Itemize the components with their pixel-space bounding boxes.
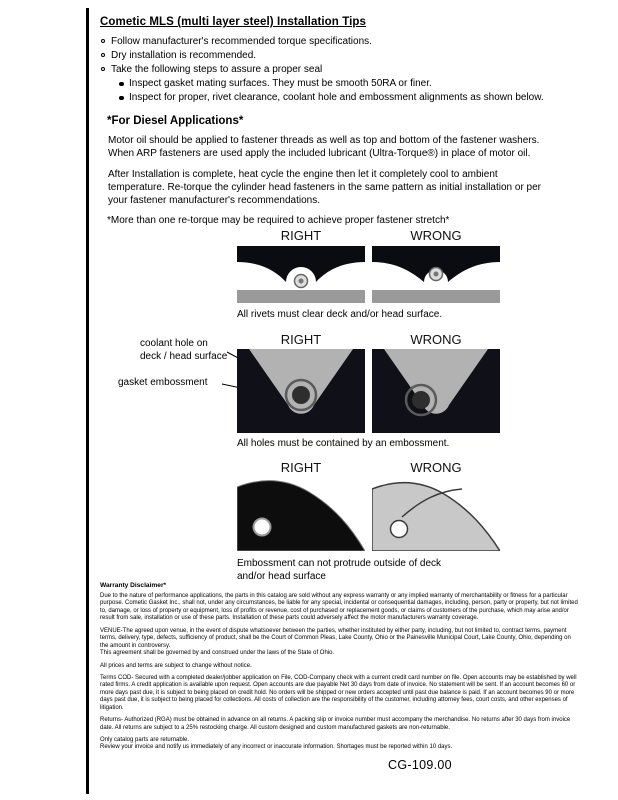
embossment-protrusion-wrong-drawing <box>372 477 500 551</box>
right-column-header: RIGHT <box>280 460 322 475</box>
list-item <box>100 63 570 76</box>
embossment-containment-right-drawing <box>237 349 365 433</box>
embossment-containment-wrong-diagram <box>372 349 500 433</box>
open-bullet-icon <box>101 67 105 71</box>
embossment-containment-right-diagram <box>237 349 365 433</box>
disclaimer-paragraph: VENUE-The agreed upon venue, in the event of dispute whatsoever between the parties, whether instituted by either party, including, but not limited to, contract terms, payment terms, delivery, type, defects, sufficiency of product, shall be the Court of Common Pleas, Lake County, Ohio or the Painesville Municipal Court, Lake County, Ohio, depending on the amount in controversy. <box>100 627 571 649</box>
coolant-hole-label-line2: deck / head surface <box>140 350 228 362</box>
wrong-column-header: WRONG <box>410 460 462 475</box>
embossment-containment-wrong-drawing <box>372 349 500 433</box>
sub-list-item <box>119 91 570 104</box>
list-item-text: Follow manufacturer's recommended torque specifications. <box>111 36 372 47</box>
disclaimer-paragraph: Only catalog parts are returnable. <box>100 737 190 743</box>
installation-tips-section <box>100 16 570 226</box>
wrong-column-header: WRONG <box>410 332 462 347</box>
diesel-applications-heading: *For Diesel Applications* <box>107 115 244 127</box>
embossment-protrusion-wrong-diagram <box>372 477 500 551</box>
diagram-section <box>0 228 618 588</box>
disclaimer-paragraph: Review your invoice and notify us immediately of any incorrect or inaccurate information. Shortages must be reported within 10 days. <box>100 744 453 751</box>
rivet-clearance-wrong-diagram <box>372 246 500 303</box>
diesel-paragraph: Motor oil should be applied to fastener threads as well as top and bottom of the fastener washers. When ARP fasteners are used apply the included lubricant (Ultra-Torque®) in place of motor oil. <box>108 135 540 159</box>
page-code: CG-109.00 <box>388 758 452 772</box>
embossment-protrusion-caption-line1: Embossment can not protrude outside of deck <box>237 558 442 569</box>
filled-bullet-icon <box>119 96 124 101</box>
disclaimer-paragraph: Returns- Authorized (RGA) must be obtained in advance on all returns. A packing slip or invoice number must accompany the merchandise. No returns after 30 days from invoice date. All returns are subject to a 25% restocking charge. All custom designed and custom manufactured gaskets are non-returnable. <box>100 717 571 731</box>
retorque-note: *More than one re-torque may be required to achieve proper fastener stretch* <box>107 215 450 226</box>
embossment-protrusion-right-drawing <box>237 477 365 551</box>
list-item <box>100 49 570 62</box>
list-item-text: Take the following steps to assure a proper seal <box>111 64 323 75</box>
embossment-protrusion-caption-line2: and/or head surface <box>237 571 326 582</box>
coolant-hole-label <box>140 338 230 363</box>
rivet-clearance-right-drawing <box>237 246 365 303</box>
disclaimer-paragraph: Due to the nature of performance applications, the parts in this catalog are sold without any express warranty or any implied warranty of merchantability or fitness for a particular purpose. Cometic Gasket Inc., shall not, under any circumstances, be liable for any special, incidental or consequential damages, including, person, party or property, but not limited to, damage, or loss of property or equipment, loss of profits or revenue, cost of purchased or replacement goods, or claims of customers of the purchase, which may arise and/or result from sale, installation or use of these parts. Installation of these parts could adversely affect the motor manufacturers warranty coverage. <box>100 593 578 622</box>
sub-list-item-text: Inspect for proper, rivet clearance, coolant hole and embossment alignments as shown below. <box>129 92 544 103</box>
embossment-protrusion-caption <box>237 557 441 583</box>
disclaimer-paragraph: This agreement shall be governed by and construed under the laws of the State of Ohio. <box>100 650 335 657</box>
disclaimer-paragraph: Terms COD- Secured with a completed dealer/jobber application on File, COD-Company check with a current credit card number on file. Open accounts may be established by well rated firms. A credit application is available upon request. Open accounts are due payable Net 30 days from date of invoice. No statement will be sent. If an account becomes 60 or more days past due, it is subject to being placed on credit hold. No orders will be shipped or new orders accepted until past due balance is paid. If an account becomes 90 or more days past due, it is subject to being placed for collections. All costs of collection are the responsibility of the customer, including attorney fees, court costs, and other expenses of litigation. <box>100 674 577 711</box>
page-title: Cometic MLS (multi layer steel) Installation Tips <box>100 16 367 28</box>
rivet-clearance-wrong-drawing <box>372 246 500 303</box>
disclaimer-paragraph: All prices and terms are subject to change without notice. <box>100 662 252 669</box>
open-bullet-icon <box>101 39 105 43</box>
list-item-text: Dry installation is recommended. <box>111 50 257 61</box>
warranty-disclaimer <box>100 582 578 757</box>
right-column-header: RIGHT <box>280 332 322 347</box>
rivet-clearance-right-diagram <box>237 246 365 303</box>
rivet-clearance-caption: All rivets must clear deck and/or head surface. <box>237 309 443 320</box>
embossment-containment-caption: All holes must be contained by an embossment. <box>237 438 450 449</box>
list-item <box>100 35 570 48</box>
sub-list-item <box>119 77 570 90</box>
sub-list-item-text: Inspect gasket mating surfaces. They must be smooth 50RA or finer. <box>129 78 432 89</box>
heat-cycle-paragraph: After Installation is complete, heat cycle the engine then let it completely cool to ambient temperature. Re-torque the cylinder head fasteners in the same pattern as initial installation or per your fastener manufacturer's recommendations. <box>108 169 542 206</box>
embossment-protrusion-right-diagram <box>237 477 365 551</box>
disclaimer-heading: Warranty Disclaimer* <box>100 582 167 589</box>
wrong-column-header: WRONG <box>410 228 462 243</box>
gasket-embossment-label: gasket embossment <box>118 377 208 388</box>
filled-bullet-icon <box>119 82 124 87</box>
coolant-hole-label-line1: coolant hole on <box>140 338 208 349</box>
right-column-header: RIGHT <box>280 228 322 243</box>
open-bullet-icon <box>101 53 105 57</box>
